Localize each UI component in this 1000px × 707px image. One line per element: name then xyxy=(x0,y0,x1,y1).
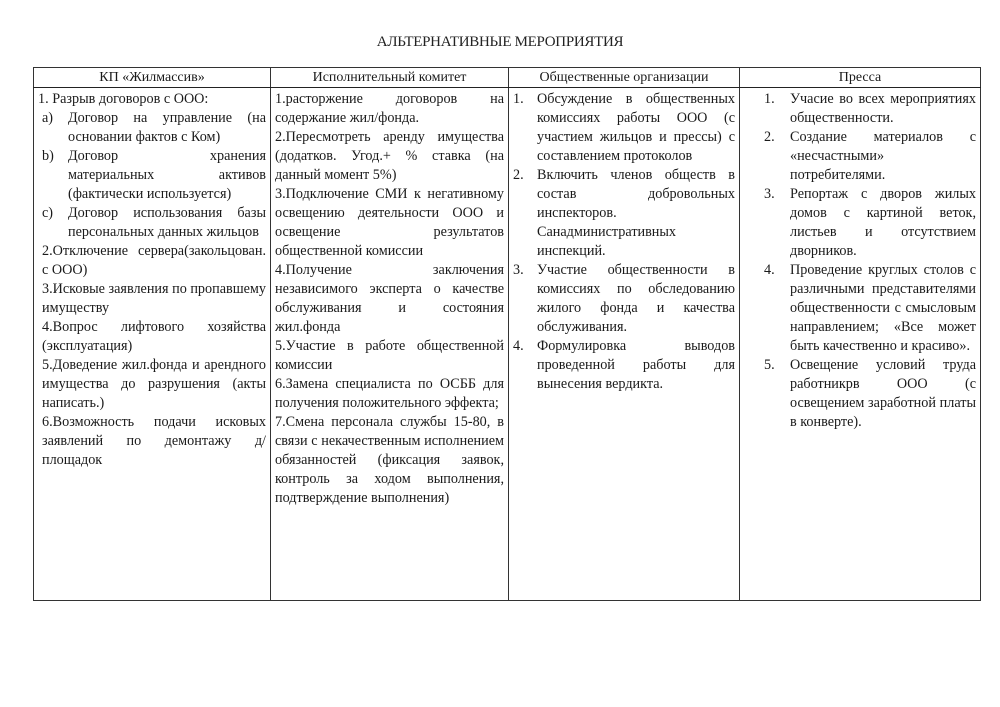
public-orgs-item xyxy=(513,90,735,166)
public-orgs-item xyxy=(513,337,735,394)
list-text: Создание материалов с «несчастными» потребителями. xyxy=(790,129,976,183)
list-marker: 5. xyxy=(764,357,775,373)
column-header-public-orgs: Общественные организации xyxy=(509,68,740,88)
public-orgs-item xyxy=(513,166,735,261)
list-text: Проведение круглых столов с различными представителями общественности с смысловым направлением; «Все может быть качественно и красиво». xyxy=(790,262,976,354)
committee-item: 3.Подключение СМИ к негативному освещению деятельности ООО и освещение результатов общественной комиссии xyxy=(275,186,504,259)
public-orgs-cell xyxy=(509,88,740,601)
kp-item: 2.Отключение сервера(закольцован. с ООО) xyxy=(42,243,266,278)
table-row xyxy=(34,88,981,601)
list-marker: c) xyxy=(42,205,54,221)
list-text: Формулировка выводов проведенной работы для вынесения вердикта. xyxy=(537,338,735,392)
list-marker: 1. xyxy=(764,91,775,107)
list-marker: 2. xyxy=(764,129,775,145)
kp-cell xyxy=(34,88,271,601)
kp-intro: 1. Разрыв договоров с ООО: xyxy=(38,91,209,107)
press-item xyxy=(744,185,976,261)
press-item xyxy=(744,128,976,185)
list-marker: 2. xyxy=(513,167,524,183)
kp-sub-item xyxy=(38,109,266,147)
kp-sub-item xyxy=(38,204,266,242)
kp-item: 4.Вопрос лифтового хозяйства (эксплуатация) xyxy=(42,319,266,354)
committee-item: 7.Смена персонала службы 15-80, в связи с некачественным исполнением обязанностей (фиксация заявок, контроль за ходом выполнения, подтверждение выполнения) xyxy=(275,414,504,506)
list-marker: 4. xyxy=(764,262,775,278)
column-header-kp: КП «Жилмассив» xyxy=(34,68,271,88)
list-text: Включить членов обществ в состав добровольных инспекторов. Санадминистративных инспекций. xyxy=(537,167,735,259)
list-text: Договор хранения материальных активов (фактически используется) xyxy=(68,148,266,202)
table-header-row xyxy=(34,68,981,88)
press-cell xyxy=(740,88,981,601)
committee-item: 2.Пересмотреть аренду имущества (додатков. Угод.+ % ставка (на данный момент 5%) xyxy=(275,129,504,183)
list-marker: 3. xyxy=(513,262,524,278)
kp-sub-item xyxy=(38,147,266,204)
list-marker: 4. xyxy=(513,338,524,354)
list-text: Освещение условий труда работникрв ООО (с освещением заработной платы в конверте). xyxy=(790,357,976,430)
kp-item: 5.Доведение жил.фонда и арендного имущества до разрушения (акты написать.) xyxy=(42,357,266,411)
press-item xyxy=(744,356,976,432)
list-text: Обсуждение в общественных комиссиях работы ООО (с участием жильцов и прессы) с составлением протоколов xyxy=(537,91,735,164)
measures-table xyxy=(33,67,981,601)
list-text: Репортаж с дворов жилых домов с картиной веток, листьев и отсутствием дворников. xyxy=(790,186,976,259)
list-text: Договор использования базы персональных данных жильцов xyxy=(68,205,266,240)
committee-item: 4.Получение заключения независимого эксперта о качестве обслуживания и состояния жил.фонда xyxy=(275,262,504,335)
list-marker: b) xyxy=(42,148,54,164)
committee-item: 1.расторжение договоров на содержание жил/фонда. xyxy=(275,91,504,126)
list-marker: 3. xyxy=(764,186,775,202)
kp-item: 6.Возможность подачи исковых заявлений по демонтажу д/площадок xyxy=(42,414,266,468)
column-header-press: Пресса xyxy=(740,68,981,88)
list-text: Договор на управление (на основании фактов с Ком) xyxy=(68,110,266,145)
list-marker: a) xyxy=(42,110,54,126)
kp-item: 3.Исковые заявления по пропавшему имуществу xyxy=(42,281,266,316)
column-header-committee: Исполнительный комитет xyxy=(271,68,509,88)
list-marker: 1. xyxy=(513,91,524,107)
public-orgs-item xyxy=(513,261,735,337)
list-text: Учасие во всех мероприятиях общественности. xyxy=(790,91,976,126)
press-item xyxy=(744,90,976,128)
committee-cell xyxy=(271,88,509,601)
committee-item: 6.Замена специалиста по ОСББ для получения положительного эффекта; xyxy=(275,376,504,411)
committee-item: 5.Участие в работе общественной комиссии xyxy=(275,338,504,373)
press-item xyxy=(744,261,976,356)
document-title: АЛЬТЕРНАТИВНЫЕ МЕРОПРИЯТИЯ xyxy=(376,34,624,50)
list-text: Участие общественности в комиссиях по обследованию жилого фонда и качества обслуживания. xyxy=(537,262,735,335)
